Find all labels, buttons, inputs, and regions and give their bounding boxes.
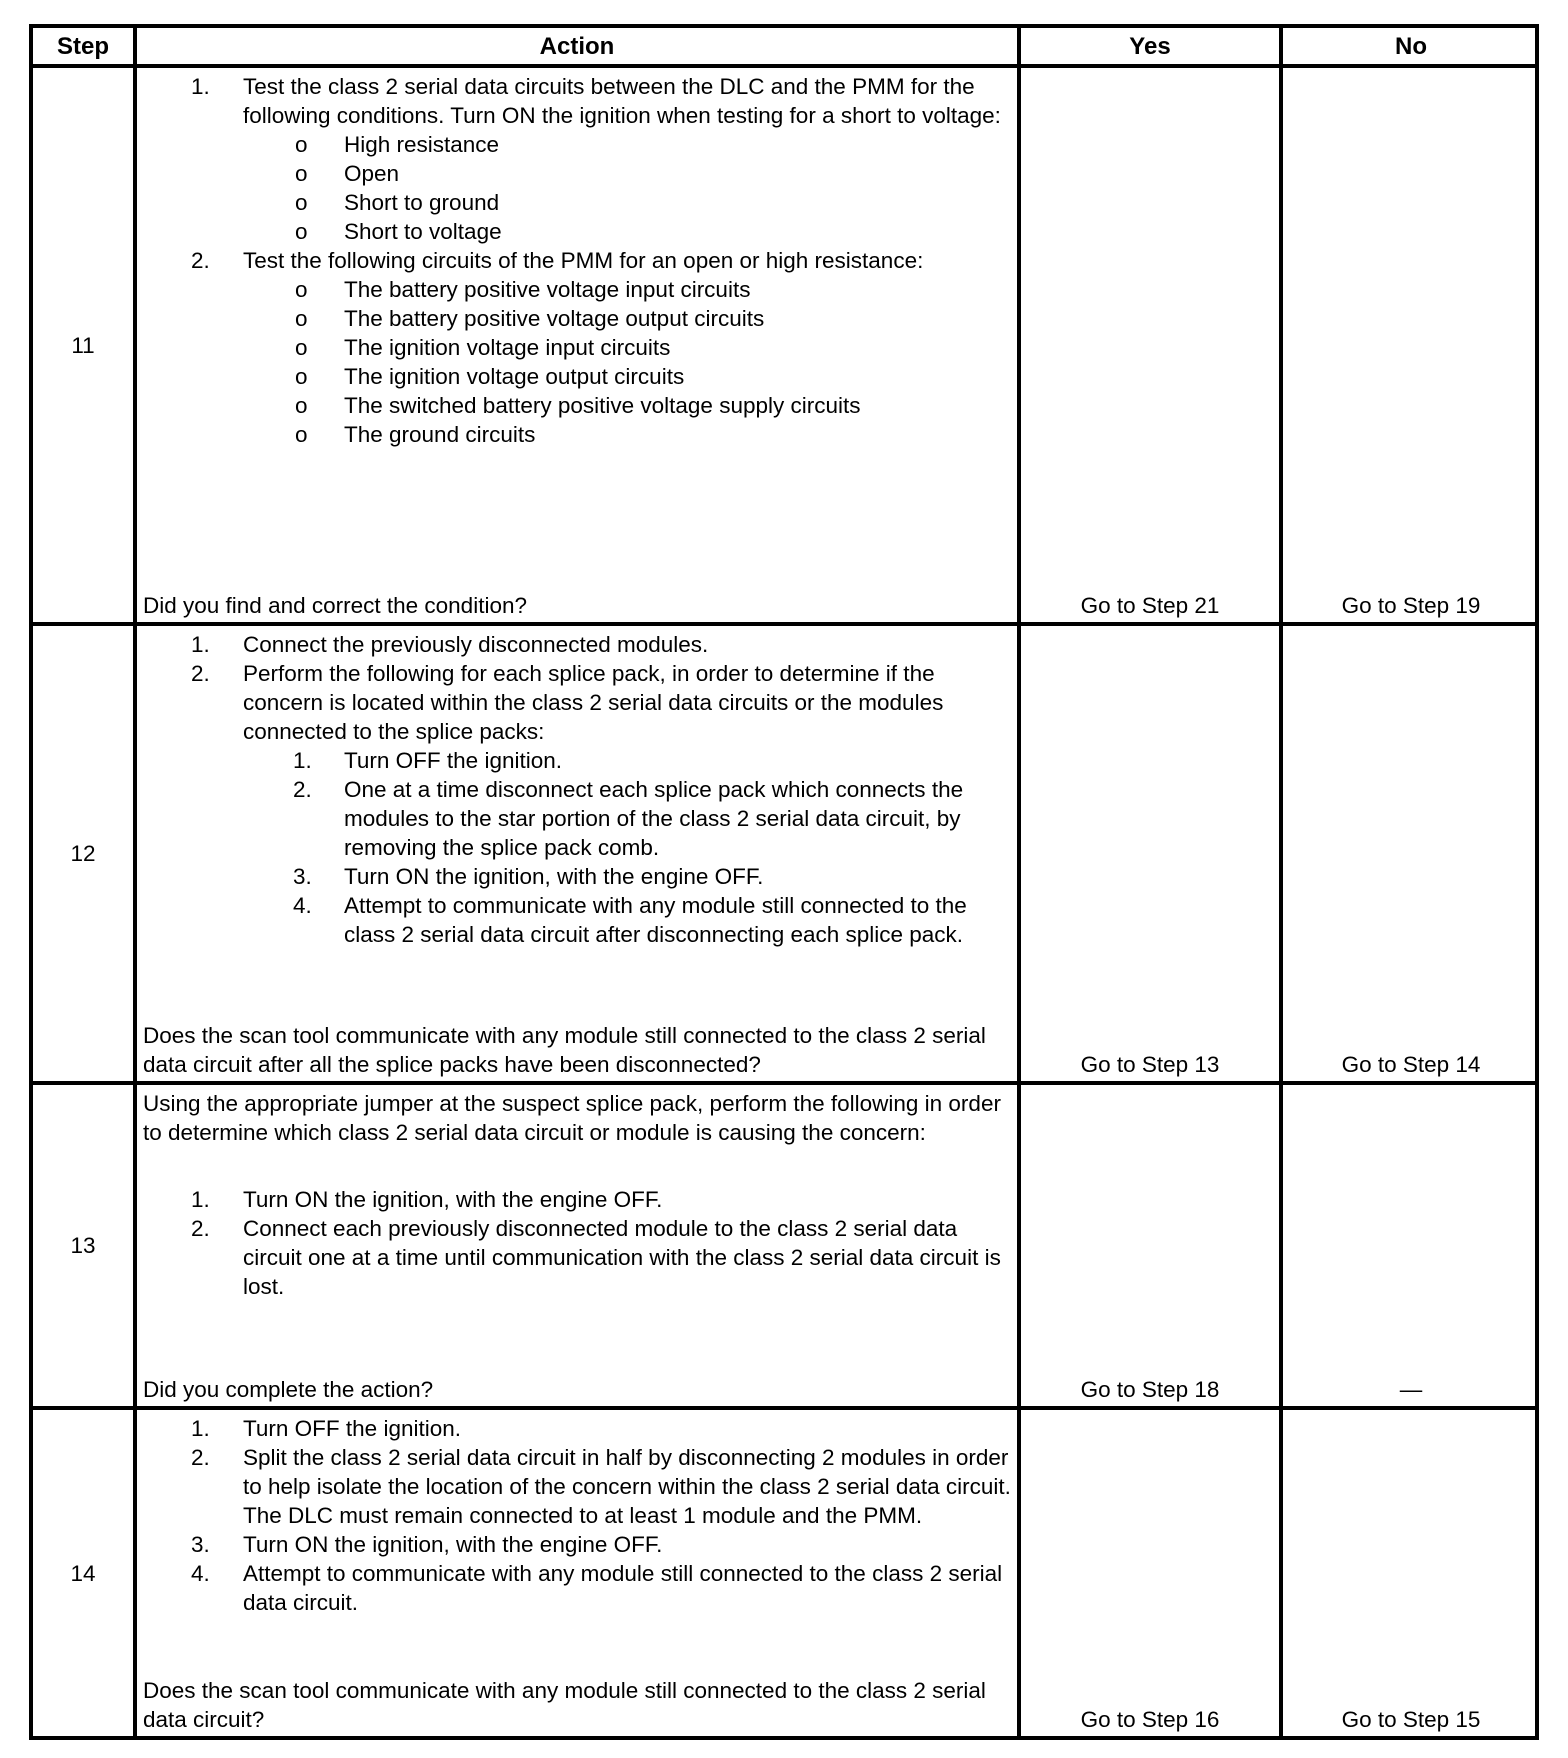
bullet-item [143, 159, 1011, 188]
header-step: Step [56, 32, 109, 60]
action-cell [137, 1410, 1017, 1736]
item-text: Turn ON the ignition, with the engine OFF. [243, 1532, 663, 1557]
item-number: 2. [191, 1445, 210, 1470]
bullet-item [143, 217, 1011, 246]
step-number: 12 [70, 841, 96, 866]
bullet-icon: o [295, 306, 308, 331]
bullet-text: The ground circuits [344, 422, 536, 447]
item-text: Attempt to communicate with any module still connected to the class 2 serial data circuit after disconnecting each splice pack. [344, 893, 967, 947]
sub-list-item [143, 862, 1011, 891]
bullet-item [143, 420, 1011, 449]
table-row-step-11 [33, 68, 1535, 622]
list-item [143, 1214, 1011, 1301]
item-number: 1. [191, 632, 210, 657]
item-number: 1. [293, 748, 312, 773]
item-text: Split the class 2 serial data circuit in half by disconnecting 2 modules in order to help isolate the location of the concern within the class 2 serial data circuit. The DLC must remain connected to at least 1 module and the PMM. [243, 1445, 1011, 1528]
no-cell [1283, 68, 1539, 622]
sub-list-item [143, 775, 1011, 862]
header-no: No [1395, 32, 1427, 60]
action-cell [137, 68, 1017, 622]
item-number: 1. [191, 1416, 210, 1441]
yes-cell [1021, 1410, 1279, 1736]
item-text: One at a time disconnect each splice pack which connects the modules to the star portion of the class 2 serial data circuit, by removing the splice pack comb. [344, 777, 964, 860]
list-item [143, 1559, 1011, 1617]
bullet-icon: o [295, 393, 308, 418]
diagnostic-table [29, 24, 1539, 1740]
bullet-text: The battery positive voltage output circuits [344, 306, 765, 331]
bullet-item [143, 333, 1011, 362]
item-text: Test the following circuits of the PMM for an open or high resistance: [243, 248, 924, 273]
spacer [143, 1147, 1011, 1185]
yes-link: Go to Step 18 [1080, 1377, 1220, 1402]
sub-list-item [143, 891, 1011, 949]
list-item [143, 1530, 1011, 1559]
bullet-item [143, 130, 1011, 159]
list-item [143, 72, 1011, 130]
table-header [33, 28, 1535, 64]
header-action: Action [539, 32, 615, 60]
list-item [143, 246, 1011, 275]
sub-list-item [143, 746, 1011, 775]
bullet-icon: o [295, 190, 308, 215]
bullet-text: The ignition voltage output circuits [344, 364, 685, 389]
question-text: Does the scan tool communicate with any module still connected to the class 2 serial data circuit after all the splice packs have been disconnected? [143, 1023, 986, 1077]
item-text: Connect the previously disconnected modules. [243, 632, 709, 657]
list-item [143, 659, 1011, 746]
step-number: 11 [71, 332, 95, 358]
no-cell [1283, 626, 1539, 1081]
item-number: 1. [191, 1187, 210, 1212]
bullet-icon: o [295, 422, 308, 447]
bullet-text: Open [344, 161, 400, 186]
yes-link: Go to Step 16 [1080, 1707, 1220, 1732]
item-number: 2. [293, 777, 312, 802]
item-number: 3. [191, 1532, 210, 1557]
bullet-icon: o [295, 219, 308, 244]
intro-text: Using the appropriate jumper at the suspect splice pack, perform the following in order to determine which class 2 serial data circuit or module is causing the concern: [143, 1091, 1001, 1145]
bullet-icon: o [295, 364, 308, 389]
no-link: — [1399, 1377, 1423, 1402]
item-number: 4. [293, 893, 312, 918]
yes-cell [1021, 1085, 1279, 1406]
bullet-icon: o [295, 335, 308, 360]
yes-link: Go to Step 21 [1080, 593, 1220, 618]
no-link: Go to Step 14 [1341, 1052, 1481, 1077]
bullet-text: Short to voltage [344, 219, 502, 244]
item-text: Test the class 2 serial data circuits between the DLC and the PMM for the following conditions. Turn ON the ignition when testing for a short to voltage: [243, 74, 1001, 128]
item-text: Connect each previously disconnected module to the class 2 serial data circuit one at a time until communication with the class 2 serial data circuit is lost. [243, 1216, 1001, 1299]
yes-cell [1021, 68, 1279, 622]
yes-cell [1021, 626, 1279, 1081]
bullet-item [143, 362, 1011, 391]
bullet-text: The battery positive voltage input circuits [344, 277, 751, 302]
bullet-item [143, 391, 1011, 420]
item-text: Attempt to communicate with any module still connected to the class 2 serial data circuit. [243, 1561, 1003, 1615]
item-number: 4. [191, 1561, 210, 1586]
step-number: 14 [70, 1560, 96, 1586]
bullet-text: The switched battery positive voltage supply circuits [344, 393, 861, 418]
item-number: 2. [191, 248, 210, 273]
item-text: Turn OFF the ignition. [243, 1416, 462, 1441]
bullet-item [143, 304, 1011, 333]
question-text: Did you find and correct the condition? [143, 593, 527, 618]
list-item [143, 1443, 1011, 1530]
bullet-text: High resistance [344, 132, 500, 157]
bullet-item [143, 275, 1011, 304]
no-link: Go to Step 15 [1341, 1707, 1481, 1732]
question-text: Did you complete the action? [143, 1377, 434, 1402]
table-row-step-14 [33, 1410, 1535, 1736]
bullet-item [143, 188, 1011, 217]
action-cell [137, 1085, 1017, 1406]
table-row-step-13 [33, 1085, 1535, 1406]
no-cell [1283, 1410, 1539, 1736]
bullet-icon: o [295, 161, 308, 186]
bullet-text: Short to ground [344, 190, 500, 215]
item-text: Turn ON the ignition, with the engine OFF. [243, 1187, 663, 1212]
list-item [143, 1414, 1011, 1443]
item-number: 2. [191, 661, 210, 686]
list-item [143, 1185, 1011, 1214]
item-text: Turn OFF the ignition. [344, 748, 563, 773]
item-text: Turn ON the ignition, with the engine OFF. [344, 864, 764, 889]
no-cell [1283, 1085, 1539, 1406]
bullet-icon: o [295, 132, 308, 157]
question-text: Does the scan tool communicate with any module still connected to the class 2 serial data circuit? [143, 1678, 986, 1732]
table-row-step-12 [33, 626, 1535, 1081]
list-item [143, 630, 1011, 659]
item-text: Perform the following for each splice pack, in order to determine if the concern is located within the class 2 serial data circuits or the modules connected to the splice packs: [243, 661, 944, 744]
item-number: 1. [191, 74, 210, 99]
header-yes: Yes [1129, 32, 1171, 60]
step-number: 13 [70, 1233, 96, 1258]
yes-link: Go to Step 13 [1080, 1052, 1220, 1077]
bullet-text: The ignition voltage input circuits [344, 335, 671, 360]
item-number: 3. [293, 864, 312, 889]
action-cell [137, 626, 1017, 1081]
no-link: Go to Step 19 [1341, 593, 1481, 618]
bullet-icon: o [295, 277, 308, 302]
item-number: 2. [191, 1216, 210, 1241]
